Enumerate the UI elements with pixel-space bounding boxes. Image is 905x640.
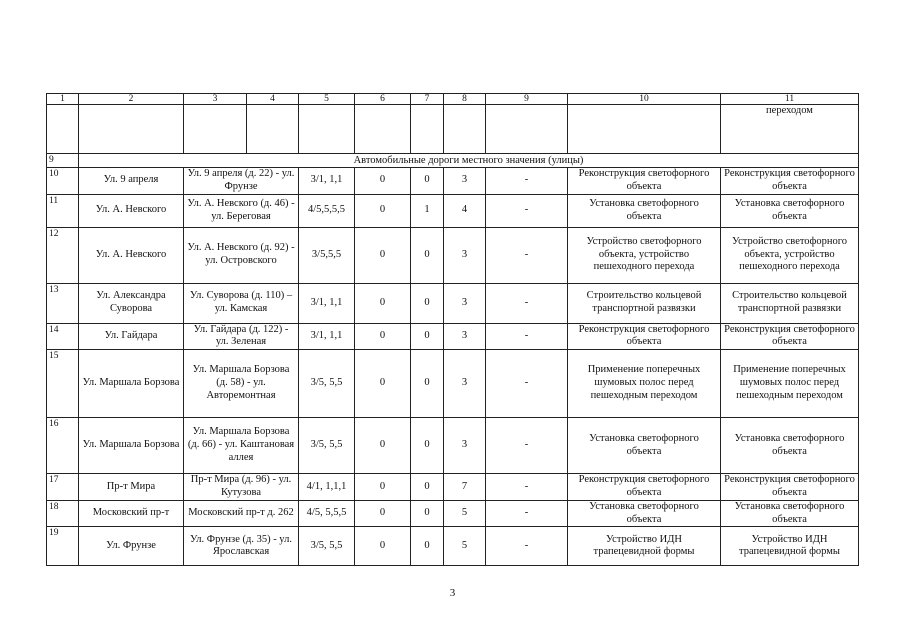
street-cell: Пр-т Мира: [79, 474, 184, 501]
table-row: [47, 350, 859, 418]
table-row: [47, 194, 859, 227]
col8-cell: 7: [444, 474, 486, 501]
row-number: 18: [47, 500, 79, 527]
lanes-cell: 3/5, 5,5: [299, 418, 355, 474]
measure-final-cell: Установка светофорного объекта: [721, 194, 859, 227]
table-row: [47, 474, 859, 501]
street-cell: Ул. Александра Суворова: [79, 283, 184, 323]
table-row: [47, 527, 859, 566]
measure-cell: Реконструкция светофорного объекта: [568, 474, 721, 501]
header-cell: 8: [444, 94, 486, 105]
col8-cell: 5: [444, 527, 486, 566]
measure-cell: Установка светофорного объекта: [568, 194, 721, 227]
street-cell: Ул. А. Невского: [79, 194, 184, 227]
row-number: 14: [47, 323, 79, 350]
col9-cell: -: [486, 350, 568, 418]
street-cell: Ул. Гайдара: [79, 323, 184, 350]
section-cell: Пр-т Мира (д. 96) - ул. Кутузова: [184, 474, 299, 501]
col8-cell: 3: [444, 350, 486, 418]
col8-cell: 4: [444, 194, 486, 227]
measure-final-cell: Реконструкция светофорного объекта: [721, 474, 859, 501]
col6-cell: 0: [355, 527, 411, 566]
col7-cell: 0: [411, 168, 444, 195]
header-cell: 6: [355, 94, 411, 105]
header-cell: 9: [486, 94, 568, 105]
measure-final-cell: Применение поперечных шумовых полос перед пешеходным переходом: [721, 350, 859, 418]
row-number: 11: [47, 194, 79, 227]
header-cell: 10: [568, 94, 721, 105]
col7-cell: 0: [411, 500, 444, 527]
measure-cell: Установка светофорного объекта: [568, 500, 721, 527]
header-cell: 1: [47, 94, 79, 105]
col7-cell: 1: [411, 194, 444, 227]
col7-cell: 0: [411, 350, 444, 418]
col9-cell: -: [486, 474, 568, 501]
header-cell: 11: [721, 94, 859, 105]
section-cell: Ул. 9 апреля (д. 22) - ул. Фрунзе: [184, 168, 299, 195]
col7-cell: 0: [411, 418, 444, 474]
section-row: [47, 154, 859, 168]
lanes-cell: 4/5,5,5,5: [299, 194, 355, 227]
measure-final-cell: Реконструкция светофорного объекта: [721, 323, 859, 350]
measure-cell: Реконструкция светофорного объекта: [568, 168, 721, 195]
col6-cell: 0: [355, 168, 411, 195]
row-number: 19: [47, 527, 79, 566]
lanes-cell: 3/5, 5,5: [299, 350, 355, 418]
measure-final-cell: Устройство светофорного объекта, устройство пешеходного перехода: [721, 227, 859, 283]
measure-final-cell: Установка светофорного объекта: [721, 418, 859, 474]
header-cell: 3: [184, 94, 247, 105]
col6-cell: 0: [355, 350, 411, 418]
header-row: [47, 94, 859, 105]
col9-cell: -: [486, 283, 568, 323]
col9-cell: -: [486, 500, 568, 527]
col8-cell: 5: [444, 500, 486, 527]
section-cell: Ул. А. Невского (д. 92) - ул. Островского: [184, 227, 299, 283]
measure-cell: Применение поперечных шумовых полос перед пешеходным переходом: [568, 350, 721, 418]
table-row: [47, 168, 859, 195]
col9-cell: -: [486, 227, 568, 283]
section-cell: Ул. Маршала Борзова (д. 66) - ул. Каштановая аллея: [184, 418, 299, 474]
header-cell: 5: [299, 94, 355, 105]
row-number: 10: [47, 168, 79, 195]
lanes-cell: 3/1, 1,1: [299, 168, 355, 195]
street-cell: Ул. Маршала Борзова: [79, 350, 184, 418]
col6-cell: 0: [355, 194, 411, 227]
header-cell: 7: [411, 94, 444, 105]
measure-cell: Устройство светофорного объекта, устройство пешеходного перехода: [568, 227, 721, 283]
lanes-cell: 3/5,5,5: [299, 227, 355, 283]
section-cell: Ул. Фрунзе (д. 35) - ул. Ярославская: [184, 527, 299, 566]
lanes-cell: 3/1, 1,1: [299, 283, 355, 323]
measure-cell: Устройство ИДН трапецевидной формы: [568, 527, 721, 566]
col9-cell: -: [486, 168, 568, 195]
col9-cell: -: [486, 418, 568, 474]
measure-cell: Установка светофорного объекта: [568, 418, 721, 474]
continuation-row: [47, 105, 859, 154]
section-cell: Ул. Суворова (д. 110) – ул. Камская: [184, 283, 299, 323]
col7-cell: 0: [411, 474, 444, 501]
col6-cell: 0: [355, 323, 411, 350]
col7-cell: 0: [411, 527, 444, 566]
row-number: 16: [47, 418, 79, 474]
header-cell: 4: [247, 94, 299, 105]
col6-cell: 0: [355, 418, 411, 474]
row-number: 13: [47, 283, 79, 323]
measure-final-cell: Строительство кольцевой транспортной развязки: [721, 283, 859, 323]
col9-cell: -: [486, 323, 568, 350]
section-title: Автомобильные дороги местного значения (улицы): [79, 154, 859, 168]
measure-cell: Строительство кольцевой транспортной развязки: [568, 283, 721, 323]
table-row: [47, 227, 859, 283]
lanes-cell: 4/1, 1,1,1: [299, 474, 355, 501]
street-cell: Ул. А. Невского: [79, 227, 184, 283]
measure-final-cell: Реконструкция светофорного объекта: [721, 168, 859, 195]
table-row: [47, 418, 859, 474]
col6-cell: 0: [355, 227, 411, 283]
street-cell: Ул. 9 апреля: [79, 168, 184, 195]
document-table: [46, 93, 859, 566]
table-row: [47, 283, 859, 323]
table-row: [47, 500, 859, 527]
col8-cell: 3: [444, 323, 486, 350]
page-number: 3: [449, 587, 456, 599]
col8-cell: 3: [444, 418, 486, 474]
section-number: 9: [47, 154, 79, 168]
col7-cell: 0: [411, 323, 444, 350]
col7-cell: 0: [411, 283, 444, 323]
section-cell: Ул. А. Невского (д. 46) - ул. Береговая: [184, 194, 299, 227]
section-cell: Ул. Гайдара (д. 122) - ул. Зеленая: [184, 323, 299, 350]
header-cell: 2: [79, 94, 184, 105]
col9-cell: -: [486, 194, 568, 227]
street-cell: Ул. Фрунзе: [79, 527, 184, 566]
section-cell: Ул. Маршала Борзова (д. 58) - ул. Авторемонтная: [184, 350, 299, 418]
row-number: 15: [47, 350, 79, 418]
col6-cell: 0: [355, 500, 411, 527]
lanes-cell: 3/1, 1,1: [299, 323, 355, 350]
col6-cell: 0: [355, 283, 411, 323]
col6-cell: 0: [355, 474, 411, 501]
row-number: 12: [47, 227, 79, 283]
measure-final-cell: Установка светофорного объекта: [721, 500, 859, 527]
col8-cell: 3: [444, 227, 486, 283]
col7-cell: 0: [411, 227, 444, 283]
lanes-cell: 4/5, 5,5,5: [299, 500, 355, 527]
street-cell: Московский пр-т: [79, 500, 184, 527]
continuation-text: переходом: [721, 105, 859, 154]
lanes-cell: 3/5, 5,5: [299, 527, 355, 566]
col8-cell: 3: [444, 168, 486, 195]
col8-cell: 3: [444, 283, 486, 323]
street-cell: Ул. Маршала Борзова: [79, 418, 184, 474]
section-cell: Московский пр-т д. 262: [184, 500, 299, 527]
row-number: 17: [47, 474, 79, 501]
table-row: [47, 323, 859, 350]
col9-cell: -: [486, 527, 568, 566]
measure-final-cell: Устройство ИДН трапецевидной формы: [721, 527, 859, 566]
measure-cell: Реконструкция светофорного объекта: [568, 323, 721, 350]
